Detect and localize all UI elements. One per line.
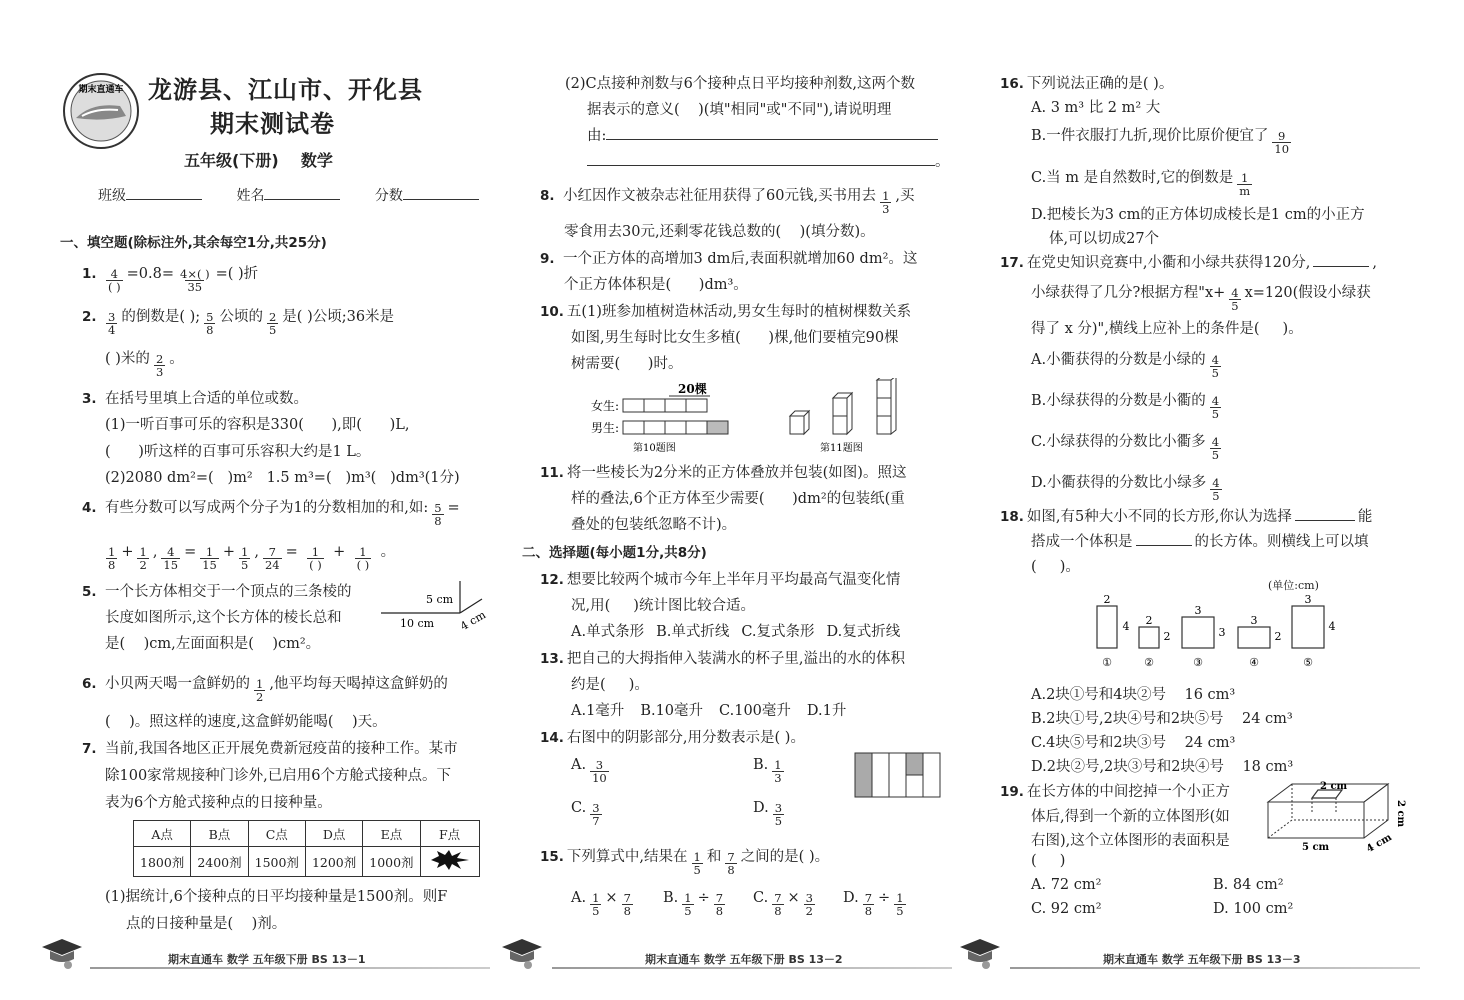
question-7-reason2: 。 <box>587 150 950 171</box>
option-a[interactable]: A.小衢获得的分数是小绿的 4 5 <box>1031 352 1219 380</box>
svg-text:2: 2 <box>1274 630 1282 643</box>
section-choice-heading: 二、选择题(每小题1分,共8分) <box>522 545 707 561</box>
question-2-line2: ( )米的 2 3 。 <box>105 351 184 379</box>
score-field[interactable] <box>403 199 479 200</box>
svg-text:①: ① <box>1102 656 1112 669</box>
svg-text:第10题图: 第10题图 <box>633 443 676 454</box>
svg-text:20棵: 20棵 <box>678 382 707 396</box>
question-2: 2. 3 4 的倒数是( ); 5 8 公顷的 2 5 是( )公顷;36米是 <box>82 309 395 337</box>
option-d[interactable]: D.2块②号,2块③号和2块④号 18 cm³ <box>1031 759 1294 775</box>
option-a[interactable]: A. 72 cm² <box>1031 877 1102 893</box>
question-4: 4. 有些分数可以写成两个分子为1的分数相加的和,如: $\frac{5}{8}$ = <box>82 500 460 528</box>
question-3-part1: (1)一听百事可乐的容积是330( ),即( )L, <box>105 417 410 433</box>
option-b[interactable]: B.一件衣服打九折,现价比原价便宜了 9 10 <box>1031 128 1290 156</box>
svg-text:2: 2 <box>1103 593 1111 606</box>
graduation-cap-icon <box>500 935 546 971</box>
vaccination-table <box>133 820 480 877</box>
reason-line-1[interactable] <box>606 126 938 140</box>
question-18-line3: ( )。 <box>1031 559 1080 575</box>
question-12-options <box>571 620 900 641</box>
option-c[interactable]: C. 92 cm² <box>1031 901 1102 917</box>
name-field[interactable] <box>264 199 340 200</box>
question-7-sub1: (1)据统计,6个接种点的日平均接种量是1500剂。则F <box>105 889 448 905</box>
question-8: 8. 小红因作文被杂志社征用获得了60元钱,买书用去 1 3 ,买 <box>540 188 915 216</box>
option-a[interactable]: A.1毫升 <box>571 703 625 719</box>
class-field[interactable] <box>126 199 202 200</box>
option-b[interactable]: B.10毫升 <box>640 703 704 719</box>
table-value-cell: 2400剂 <box>191 847 248 877</box>
question-5: 5. 一个长方体相交于一个顶点的三条棱的 <box>82 584 352 600</box>
option-c[interactable]: C.100毫升 <box>719 703 791 719</box>
question-6: 6. 小贝两天喝一盒鲜奶的 1 2 ,他平均每天喝掉这盒鲜奶的 <box>82 676 448 704</box>
question-18: 18. 如图,有5种大小不同的长方形,你认为选择 能 <box>1000 509 1373 525</box>
option-c[interactable]: C.小绿获得的分数比小衢多 4 5 <box>1031 434 1220 462</box>
svg-text:2: 2 <box>1145 614 1153 627</box>
svg-text:第11题图: 第11题图 <box>820 443 863 454</box>
question-7: 7. 当前,我国各地区正开展免费新冠疫苗的接种工作。某市 <box>82 741 458 757</box>
class-label: 班级 <box>98 188 126 204</box>
footer-divider-1 <box>90 967 490 969</box>
option-a[interactable]: A. $\frac{1}{5}$ × $\frac{7}{8}$ <box>571 890 631 918</box>
option-b[interactable]: B. 84 cm² <box>1213 877 1284 893</box>
page-column-3 <box>1000 0 1420 1000</box>
svg-text:4 cm: 4 cm <box>458 608 488 634</box>
table-value-cell: 1800剂 <box>134 847 191 877</box>
option-c[interactable]: C.复式条形 <box>741 624 815 640</box>
option-b[interactable]: B.小绿获得的分数是小衢的 4 5 <box>1031 393 1220 421</box>
hollow-cuboid-figure <box>1262 780 1422 855</box>
question-6-line2: ( )。照这样的速度,这盒鲜奶能喝( )天。 <box>105 714 387 730</box>
svg-text:3: 3 <box>1194 604 1202 617</box>
table-value-cell <box>420 847 479 877</box>
question-11-line3: 叠处的包装纸忽略不计)。 <box>571 517 737 533</box>
question-19-line2: 体后,得到一个新的立体图形(如 <box>1031 809 1230 825</box>
question-13-options <box>571 699 846 720</box>
svg-text:⑤: ⑤ <box>1303 656 1313 669</box>
option-c[interactable]: C. $\frac{7}{8}$ × $\frac{3}{2}$ <box>753 890 813 918</box>
figure-10-11 <box>585 378 945 458</box>
table-header-cell: F点 <box>420 821 479 847</box>
graduation-cap-icon <box>958 935 1004 971</box>
footer-divider-3 <box>1010 967 1420 969</box>
question-4-line2: 1 8 + $\frac{1}{2}$ , $\frac{4}{15}$ = $\frac{1}{15}$ + $\frac{1}{5}$ , $\frac{7}{24}$ = 1 ( ) + 1 ( ) 。 <box>108 544 396 572</box>
question-18-line2: 搭成一个体积是 的长方体。则横线上可以填 <box>1031 534 1369 550</box>
question-17: 17. 在党史知识竞赛中,小衢和小绿共获得120分, , <box>1000 255 1377 271</box>
question-13-line2: 约是( )。 <box>571 677 649 693</box>
edge-diagram <box>378 575 488 635</box>
svg-text:2: 2 <box>1163 630 1171 643</box>
question-10-line2: 如图,男生每时比女生多植( )棵,他们要植完90棵 <box>571 330 899 346</box>
shaded-grid-figure <box>854 752 944 798</box>
option-d[interactable]: D. 3 5 <box>753 800 783 828</box>
logo-badge <box>62 72 140 150</box>
name-label: 姓名 <box>236 188 265 204</box>
question-19-line3: 右图),这个立体图形的表面积是 <box>1031 833 1230 849</box>
option-c[interactable]: C. 3 7 <box>571 800 600 828</box>
footer-divider-2 <box>552 967 952 969</box>
table-value-cell: 1200剂 <box>305 847 362 877</box>
question-17-line3: 得了 x 分)",横线上应补上的条件是( )。 <box>1031 321 1303 337</box>
question-5-line3: 是( )cm,左面面积是( )cm²。 <box>105 636 321 652</box>
option-b[interactable]: B.单式折线 <box>656 624 730 640</box>
score-label: 分数 <box>374 188 403 204</box>
ink-blot-icon <box>427 850 473 870</box>
svg-text:5 cm: 5 cm <box>1302 842 1330 853</box>
question-7-reason: 由: <box>587 124 938 145</box>
question-7-sub2: (2)C点接种剂数与6个接种点日平均接种剂数,这两个数 <box>565 76 915 92</box>
svg-text:3: 3 <box>1218 626 1226 639</box>
option-d[interactable]: D.复式折线 <box>826 624 901 640</box>
option-a[interactable]: A. 3 m³ 比 2 m² 大 <box>1031 100 1161 116</box>
question-17-line2: 小绿获得了几分?根据方程"x+ $\frac{4}{5}$ x=120(假设小绿获 <box>1031 285 1371 313</box>
table-header-cell: D点 <box>305 821 362 847</box>
table-value-cell: 1000剂 <box>363 847 420 877</box>
question-7-line3: 表为6个方舱式接种点的日接种量。 <box>105 795 332 811</box>
question-9-line2: 个正方体体积是( )dm³。 <box>564 277 748 293</box>
table-header-cell: C点 <box>248 821 305 847</box>
question-12-line2: 况,用( )统计图比较合适。 <box>571 598 755 614</box>
option-a[interactable]: A.单式条形 <box>571 624 645 640</box>
svg-text:②: ② <box>1144 656 1154 669</box>
option-d[interactable]: D.小衢获得的分数比小绿多 4 5 <box>1031 475 1220 503</box>
svg-text:10 cm: 10 cm <box>400 617 435 630</box>
question-19: 19. 在长方体的中间挖掉一个小正方 <box>1000 784 1230 800</box>
option-d[interactable]: D.把棱长为3 cm的正方体切成棱长是1 cm的小正方 <box>1031 207 1365 223</box>
reason-line-2[interactable] <box>587 152 935 166</box>
student-info-row <box>98 185 479 205</box>
option-d[interactable]: D. $\frac{7}{8}$ ÷ $\frac{1}{5}$ <box>843 890 904 918</box>
svg-text:3: 3 <box>1250 614 1258 627</box>
question-14: 14. 右图中的阴影部分,用分数表示是( )。 <box>540 730 805 746</box>
exam-subtitle: 五年级(下册) 数学 <box>184 151 333 170</box>
question-10: 10. 五(1)班参加植树造林活动,男女生每时的植树棵数关系 <box>540 304 912 320</box>
svg-text:4: 4 <box>1122 620 1130 633</box>
rectangles-figure <box>1090 592 1350 672</box>
svg-text:2 cm: 2 cm <box>1320 781 1348 792</box>
question-9: 9. 一个正方体的高增加3 dm后,表面积就增加60 dm²。这 <box>540 251 918 267</box>
option-b[interactable]: B. $\frac{1}{5}$ ÷ $\frac{7}{8}$ <box>663 890 724 918</box>
svg-text:2 cm: 2 cm <box>1395 800 1406 828</box>
option-b[interactable]: B.2块①号,2块④号和2块⑤号 24 cm³ <box>1031 711 1293 727</box>
question-7-sub1b: 点的日接种量是( )剂。 <box>126 916 287 932</box>
question-11-line2: 样的叠法,6个正方体至少需要( )dm²的包装纸(重 <box>571 491 905 507</box>
footer-page-1: 期末直通车 数学 五年级下册 BS 13－1 <box>168 953 366 966</box>
question-5-line2: 长度如图所示,这个长方体的棱长总和 <box>105 610 342 626</box>
question-8-line2: 零食用去30元,还剩零花钱总数的( )(填分数)。 <box>564 224 875 240</box>
question-16: 16. 下列说法正确的是( )。 <box>1000 76 1174 92</box>
question-3: 3. 在括号里填上合适的单位或数。 <box>82 391 308 407</box>
svg-text:4: 4 <box>1328 620 1336 633</box>
question-3-part1b: ( )听这样的百事可乐容积大约是1 L。 <box>105 444 371 460</box>
svg-text:女生:: 女生: <box>591 399 620 413</box>
unit-label: (单位:cm) <box>1268 579 1319 592</box>
question-13: 13. 把自己的大拇指伸入装满水的杯子里,溢出的水的体积 <box>540 651 906 667</box>
question-10-line3: 树需要( )时。 <box>571 356 683 372</box>
option-a[interactable]: A. 3 10 <box>571 757 607 785</box>
question-15: 15. 下列算式中,结果在 1 5 和 7 8 之间的是( )。 <box>540 849 830 877</box>
option-b[interactable]: B. 1 3 <box>753 757 782 785</box>
table-header-cell: B点 <box>191 821 248 847</box>
page-column-2 <box>522 0 960 1000</box>
question-19-line4: ( ) <box>1031 853 1066 869</box>
exam-title-line1: 龙游县、江山市、开化县 <box>148 75 423 104</box>
option-c[interactable]: C.4块⑤号和2块③号 24 cm³ <box>1031 735 1236 751</box>
graduation-cap-icon <box>40 935 86 971</box>
question-12: 12. 想要比较两个城市今年上半年月平均最高气温变化情 <box>540 572 901 588</box>
footer-page-2: 期末直通车 数学 五年级下册 BS 13－2 <box>645 953 843 966</box>
svg-text:③: ③ <box>1193 656 1203 669</box>
option-d[interactable]: D. 100 cm² <box>1213 901 1294 917</box>
table-header-cell: E点 <box>363 821 420 847</box>
question-7-line2: 除100家常规接种门诊外,已启用6个方舱式接种点。下 <box>105 768 452 784</box>
logo-text: 期末直通车 <box>78 85 124 95</box>
option-d-line2: 体,可以切成27个 <box>1049 231 1160 247</box>
svg-text:男生:: 男生: <box>591 421 620 435</box>
svg-text:5 cm: 5 cm <box>426 593 454 606</box>
option-c[interactable]: C.当 m 是自然数时,它的倒数是 1 m <box>1031 170 1251 198</box>
question-3-part2: (2)2080 dm²=( )m² 1.5 m³=( )m³( )dm³(1分) <box>105 470 460 486</box>
question-1: 1. 4 ( ) =0.8= $\frac{4\times( )}{35}$ =( )折 <box>82 266 259 294</box>
exam-title-line2: 期末测试卷 <box>210 109 335 138</box>
table-value-cell: 1500剂 <box>248 847 305 877</box>
table-header-cell: A点 <box>134 821 191 847</box>
svg-text:④: ④ <box>1249 656 1259 669</box>
option-d[interactable]: D.1升 <box>806 703 847 719</box>
footer-page-3: 期末直通车 数学 五年级下册 BS 13－3 <box>1103 953 1301 966</box>
option-a[interactable]: A.2块①号和4块②号 16 cm³ <box>1031 687 1236 703</box>
question-7-sub2b: 据表示的意义( )(填"相同"或"不同"),请说明理 <box>587 102 892 118</box>
page-column-1 <box>60 0 490 1000</box>
section-fill-heading: 一、填空题(除标注外,其余每空1分,共25分) <box>60 235 327 251</box>
svg-text:3: 3 <box>1304 593 1312 606</box>
svg-text:4 cm: 4 cm <box>1364 831 1394 855</box>
question-11: 11. 将一些棱长为2分米的正方体叠放并包装(如图)。照这 <box>540 465 907 481</box>
